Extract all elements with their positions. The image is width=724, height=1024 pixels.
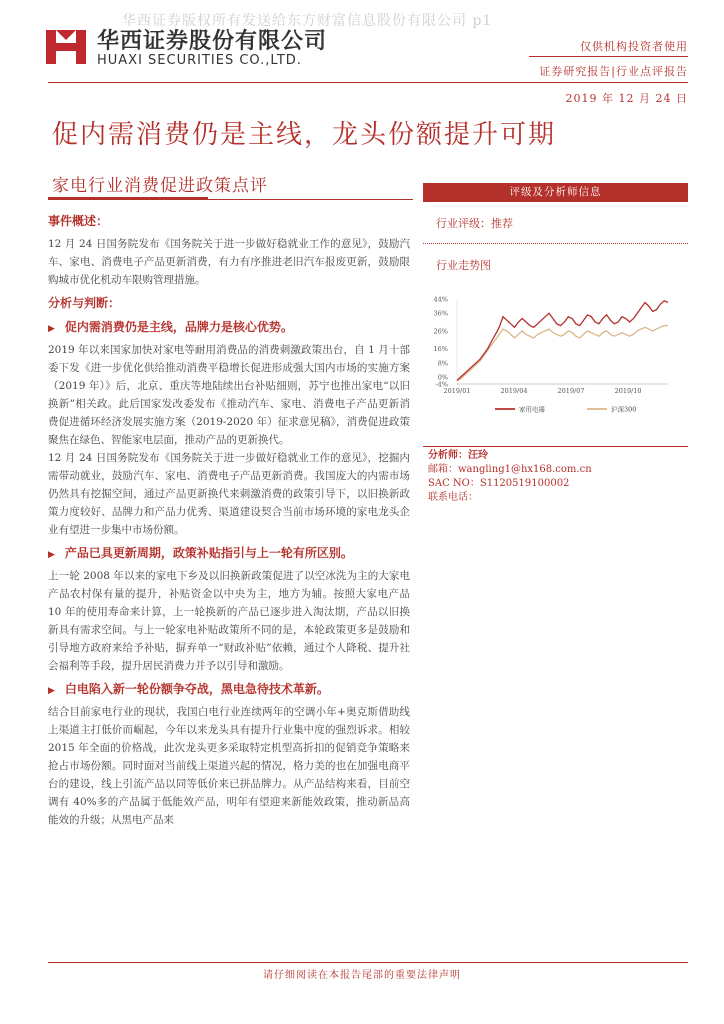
sac-number: S1120519100002 (479, 478, 570, 489)
event-heading: 事件概述： (48, 214, 109, 228)
report-title: 促内需消费仍是主线，龙头份额提升可期 (52, 120, 557, 150)
industry-rating (436, 215, 688, 231)
main-content (48, 209, 410, 829)
sidebar-header: 评级及分析师信息 (423, 183, 688, 202)
email-row (428, 463, 592, 477)
watermark: 华西证券版权所有发送给东方财富信息股份有限公司 p1 (122, 13, 493, 29)
paragraph-1a: 2019 年以来国家加快对家电等耐用消费品的消费刺激政策出台，自 1 月十部委下发《进一步优化供给推动消费平稳增长促进形成强大国内市场的实施方案（2019 年）》后，北京、重庆等地陆续出台补贴细则，苏宁也推出家电“以旧换新”相关政。此后国家发改委发布《推动汽车、家电、消费电子产品更新消费促进循环经济发展实施方案（2019-2020 年）征求意见稿》，消费促进政策聚焦在绿色、智能家电层面，推动产品的更新换代。 (48, 344, 410, 446)
analyst-label: 分析师： (428, 450, 468, 461)
trend-chart-title: 行业走势图 (436, 259, 491, 272)
analysis-heading: 分析与判断： (48, 296, 121, 310)
report-date: 2019 年 12 月 24 日 (565, 92, 688, 105)
bullet-heading-1-text: 促内需消费仍是主线，品牌力是核心优势。 (64, 320, 293, 334)
report-category: 证券研究报告|行业点评报告 (539, 65, 688, 78)
event-paragraph: 12 月 24 日国务院发布《国务院关于进一步做好稳就业工作的意见》，鼓励汽车、家电、消费电子产品更新消费，有力有序推进老旧汽车报废更新，鼓励限购城市优化机动车限购管理措施。 (48, 238, 410, 286)
subtitle-rule (48, 199, 413, 200)
y-tick-label: 26% (433, 327, 448, 336)
bullet-heading-2 (48, 543, 410, 565)
email-label: 邮箱： (428, 464, 458, 475)
legend-label: 家用电器 (519, 405, 545, 414)
rating-divider (423, 243, 688, 244)
analyst-row (428, 449, 592, 463)
analyst-email[interactable]: wangling1@hx168.com.cn (458, 464, 592, 475)
analyst-info (428, 449, 592, 505)
series-line (457, 301, 668, 381)
y-tick-label: 0% (437, 373, 448, 382)
company-logo (46, 26, 86, 66)
analyst-name: 汪玲 (468, 450, 488, 461)
bullet-heading-3 (48, 679, 410, 701)
audience-note: 仅供机构投资者使用 (580, 40, 688, 53)
x-tick-label: 2019/10 (614, 387, 642, 395)
phone-label: 联系电话： (428, 492, 478, 503)
trend-chart (423, 291, 688, 446)
x-tick-label: 2019/07 (557, 387, 585, 395)
report-subtitle: 家电行业消费促进政策点评 (52, 176, 268, 196)
paragraph-3: 结合目前家电行业的现状，我国白电行业连续两年的空调小年+奥克斯借助线上渠道主打低价而崛起，今年以来龙头具有提升行业集中度的强烈诉求。相较 2015 年全面的价格战，此次龙头更多采取特定机型高折扣的促销竞争策略来抢占市场份额。同时面对当前线上渠道兴起的情况，格力美的也在加强电商平台的建设，线上引流产品以同等低价来已拼品牌力。从产品结构来看，目前空调有 40%多的产品属于低能效产品，明年有望迎来新能效政策，推动新品高能效的升级；从黑电产品来 (48, 706, 410, 826)
bullet-heading-1 (48, 317, 410, 339)
x-tick-label: 2019/01 (443, 387, 471, 395)
sac-label: SAC NO： (428, 478, 480, 489)
paragraph-1b: 12 月 24 日国务院发布《国务院关于进一步做好稳就业工作的意见》，挖掘内需带动就业，鼓励汽车、家电、消费电子产品更新消费。我国庞大的内需市场仍然具有挖掘空间，通过产品更新换代来刺激消费的政策引导下，以旧换新政策力度较好、品牌力和产品力优秀、渠道建设契合当前市场环境的家电龙头企业有望进一步集中市场份额。 (48, 452, 410, 536)
header-rule (48, 82, 688, 83)
rating-label: 行业评级： (436, 217, 491, 230)
sac-row (428, 477, 592, 491)
phone-row (428, 491, 592, 505)
footer-disclaimer: 请仔细阅读在本报告尾部的重要法律声明 (263, 970, 461, 981)
company-name-en: HUAXI SECURITIES CO.,LTD. (97, 53, 302, 68)
y-tick-label: 36% (433, 309, 448, 318)
bullet-arrow-icon: ▶ (48, 686, 55, 696)
bullet-arrow-icon: ▶ (48, 324, 55, 334)
y-tick-label: 16% (433, 345, 448, 354)
rating-value: 推荐 (491, 217, 513, 230)
x-tick-label: 2019/04 (500, 387, 528, 395)
y-tick-label: -4% (435, 380, 448, 389)
paragraph-2: 上一轮 2008 年以来的家电下乡及以旧换新政策促进了以空冰洗为主的大家电产品农村保有量的提升，补贴资金以中央为主，地方为辅。按照大家电产品 10 年的使用寿命来计算，上一轮换新的产品已逐步进入淘汰期，产品以旧换新具有需求空间。与上一轮家电补贴政策所不同的是，本轮政策更多是鼓励和引导地方政府来给予补贴，摒弃单一“财政补贴”依赖，通过个人降税、提升社会福利等手段，提升居民消费力并予以引导和激励。 (48, 570, 410, 672)
sidebar (423, 183, 688, 414)
y-tick-label: 44% (433, 295, 448, 304)
y-tick-label: 8% (437, 359, 448, 368)
legend-label: 沪深300 (611, 405, 637, 414)
bullet-heading-3-text: 白电陷入新一轮份额争夺战，黑电急待技术革新。 (64, 682, 329, 696)
footer-rule (48, 962, 688, 963)
header-divider (529, 56, 688, 57)
company-name-cn: 华西证券股份有限公司 (97, 29, 328, 54)
bullet-heading-2-text: 产品已具更新周期，政策补贴指引与上一轮有所区别。 (64, 546, 353, 560)
series-line (457, 326, 668, 381)
bullet-arrow-icon: ▶ (48, 550, 55, 560)
analyst-divider (423, 446, 688, 447)
